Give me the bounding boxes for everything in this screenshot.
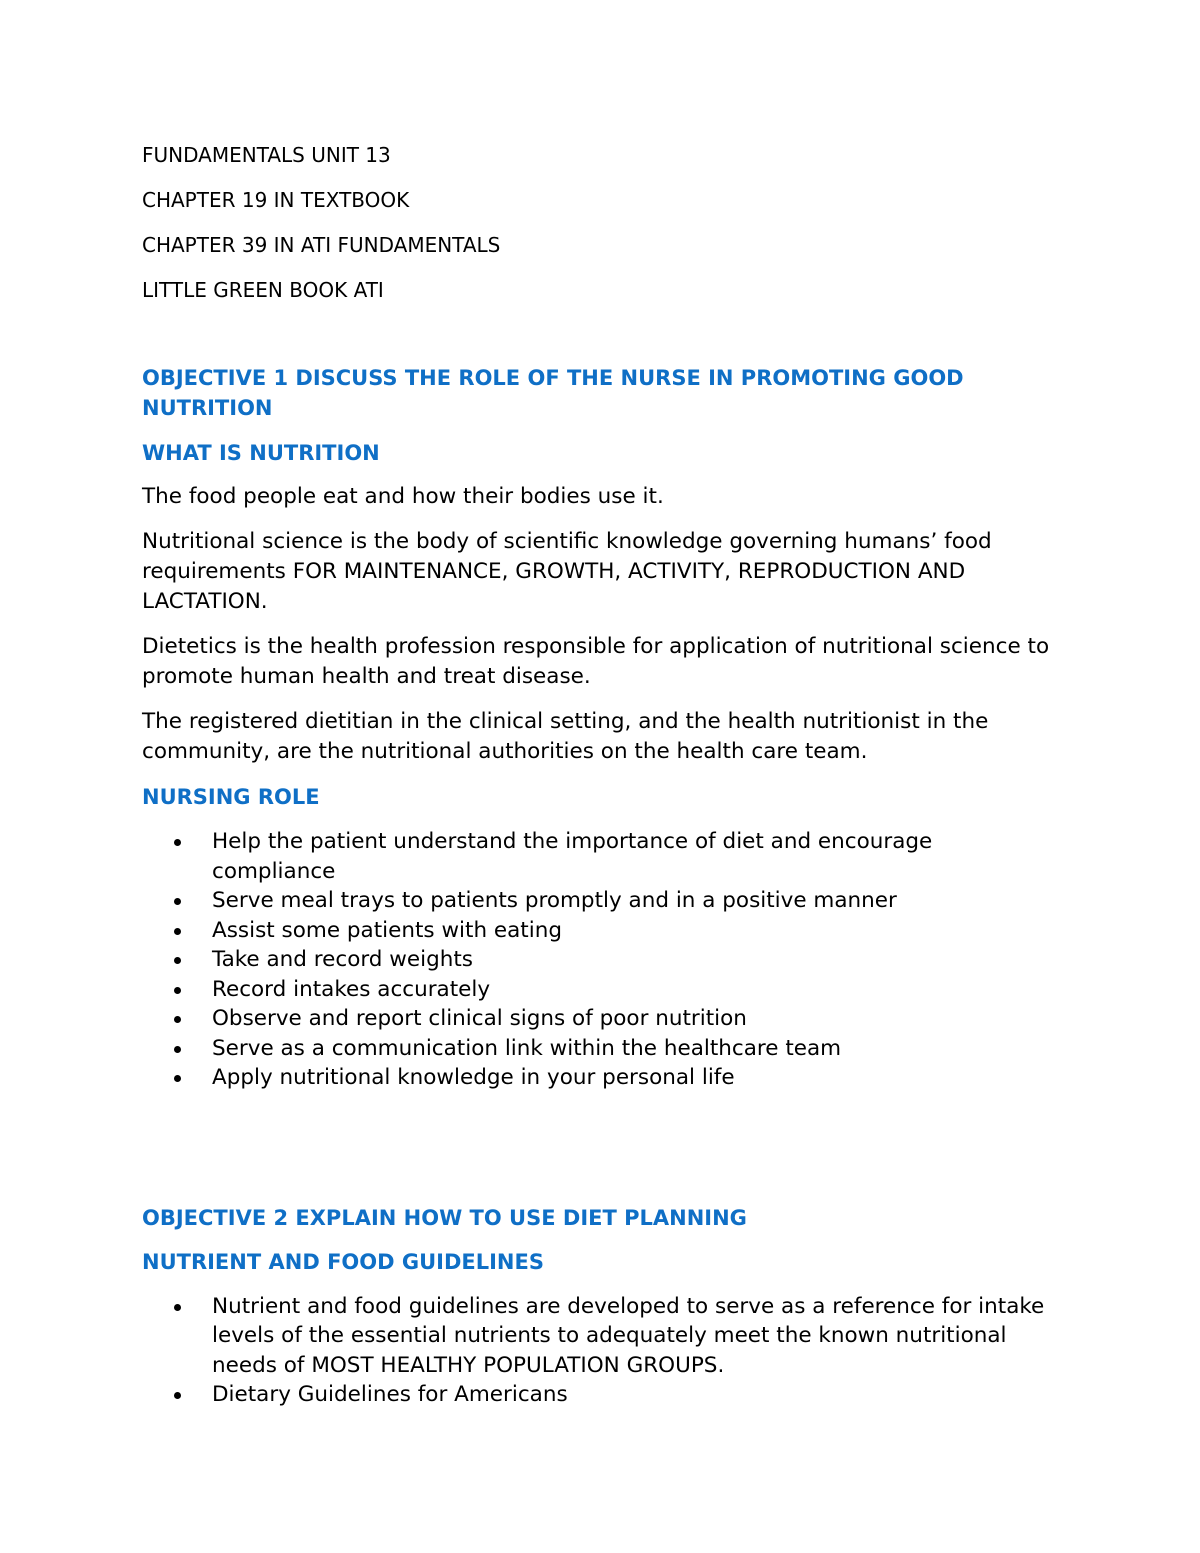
list-item: Apply nutritional knowledge in your personal life xyxy=(142,1063,1052,1093)
bullet-icon xyxy=(174,1304,181,1311)
list-item: Take and record weights xyxy=(142,945,1052,975)
list-item: Help the patient understand the importance of diet and encourage compliance xyxy=(142,827,1052,886)
nutrition-definition: The food people eat and how their bodies use it. xyxy=(142,484,664,509)
dietitian-paragraph: The registered dietitian in the clinical setting, and the health nutritionist in the community, are the nutritional authorities on the health care team. xyxy=(142,709,989,764)
bullet-icon xyxy=(174,839,181,846)
guidelines-list xyxy=(142,1292,1052,1410)
list-item: Serve as a communication link within the healthcare team xyxy=(142,1034,1052,1064)
ati-chapter: CHAPTER 39 IN ATI FUNDAMENTALS xyxy=(142,233,501,257)
bullet-icon xyxy=(174,1046,181,1053)
bullet-icon xyxy=(174,987,181,994)
list-item: Record intakes accurately xyxy=(142,975,1052,1005)
nutritional-science-paragraph: Nutritional science is the body of scientific knowledge governing humans’ food requirements FOR MAINTENANCE, GROWTH, ACTIVITY, REPRODUCTION AND LACTATION. xyxy=(142,529,992,614)
bullet-icon xyxy=(174,1075,181,1082)
list-item: Serve meal trays to patients promptly and in a positive manner xyxy=(142,886,1052,916)
bullet-icon xyxy=(174,928,181,935)
bullet-icon xyxy=(174,1016,181,1023)
nutrient-guidelines-heading: NUTRIENT AND FOOD GUIDELINES xyxy=(142,1249,544,1274)
bullet-icon xyxy=(174,898,181,905)
list-item: Nutrient and food guidelines are developed to serve as a reference for intake levels of the essential nutrients to adequately meet the known nutritional needs of MOST HEALTHY POPULATION GROUPS. xyxy=(142,1292,1052,1381)
nursing-role-heading: NURSING ROLE xyxy=(142,785,320,809)
green-book-ref: LITTLE GREEN BOOK ATI xyxy=(142,278,384,302)
unit-title: FUNDAMENTALS UNIT 13 xyxy=(142,143,391,167)
list-item: Assist some patients with eating xyxy=(142,916,1052,946)
list-item: Dietary Guidelines for Americans xyxy=(142,1380,1052,1410)
textbook-chapter: CHAPTER 19 IN TEXTBOOK xyxy=(142,188,410,212)
what-is-nutrition-heading: WHAT IS NUTRITION xyxy=(142,441,380,465)
dietetics-paragraph: Dietetics is the health profession responsible for application of nutritional science to promote human health and treat disease. xyxy=(142,634,1050,689)
objective-1-heading: OBJECTIVE 1 DISCUSS THE ROLE OF THE NURSE IN PROMOTING GOOD NUTRITION xyxy=(142,366,964,420)
bullet-icon xyxy=(174,957,181,964)
bullet-icon xyxy=(174,1392,181,1399)
document-page xyxy=(142,140,1052,1410)
list-item: Observe and report clinical signs of poor nutrition xyxy=(142,1004,1052,1034)
objective-2-heading: OBJECTIVE 2 EXPLAIN HOW TO USE DIET PLANNING xyxy=(142,1205,747,1230)
nursing-role-list xyxy=(142,827,1052,1093)
